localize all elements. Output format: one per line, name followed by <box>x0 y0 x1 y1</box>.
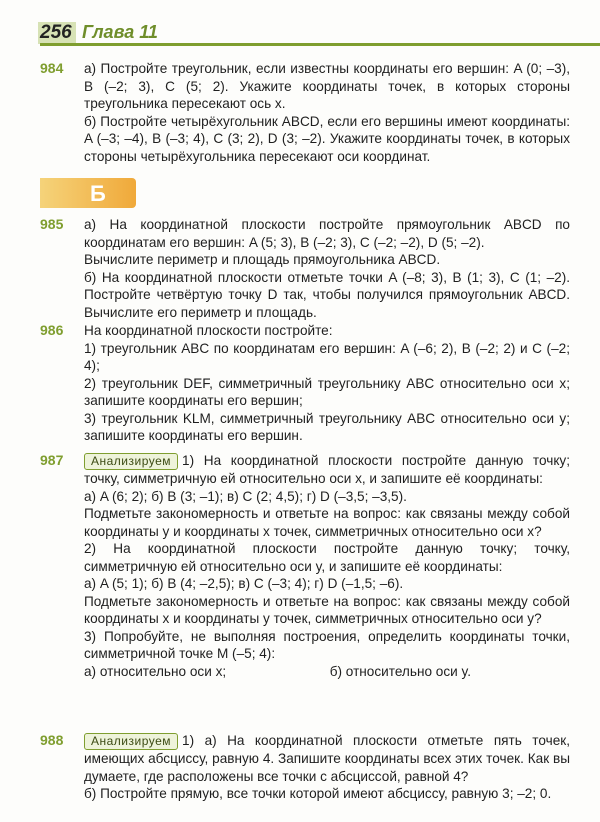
problem-number-986: 986 <box>40 322 64 338</box>
problem-987 <box>84 452 570 680</box>
chapter-title: Глава 11 <box>82 22 158 42</box>
problem-988-q1 <box>84 732 570 785</box>
page-number: 256 <box>40 22 72 43</box>
header-divider <box>40 43 600 46</box>
problem-987-q3-a: а) относительно оси x; <box>84 663 227 679</box>
problem-986-item-2: 2) треугольник DEF, симметричный треугольнику ABC относительно оси x; запишите координаты его вершин; <box>84 375 570 408</box>
problem-986-item-1: 1) треугольник ABC по координатам его вершин: A (–6; 2), B (–2; 2) и C (–2; 4); <box>84 340 570 373</box>
problem-987-q3-options <box>84 663 570 681</box>
problem-987-q3-b: б) относительно оси y. <box>329 663 472 679</box>
problem-985-a2: Вычислите периметр и площадь прямоугольника ABCD. <box>84 252 441 267</box>
problem-987-q2-note: Подметьте закономерность и ответьте на вопрос: как связаны между собой координаты x и координаты y точек, симметричных относительно оси y? <box>84 593 570 626</box>
problem-987-q1-options: а) A (6; 2); б) B (3; –1); в) C (2; 4,5); г) D (–3,5; –3,5). <box>84 488 407 504</box>
section-letter: Б <box>90 181 106 206</box>
problem-987-q2: 2) На координатной плоскости постройте данную точку; точку, симметричную ей относительно оси y, и запишите её координаты: <box>84 541 570 574</box>
problem-985-b: б) На координатной плоскости отметьте точки A (–8; 3), B (1; 3), C (1; –2). Постройте четвёртую точку D так, чтобы получился прямоугольник ABCD. Вычислите его периметр и площадь. <box>84 269 570 320</box>
problem-number-985: 985 <box>40 216 64 232</box>
problem-986-intro: На координатной плоскости постройте: <box>84 323 333 338</box>
page-header <box>0 0 600 48</box>
problem-number-984: 984 <box>40 60 64 76</box>
problem-987-q3: 3) Попробуйте, не выполняя построения, определить координаты точки, симметричной точке M (–5; 4): <box>84 628 570 661</box>
problem-984 <box>84 60 570 165</box>
problem-987-q1-text: 1) На координатной плоскости постройте данную точку; точку, симметричную ей относительно оси x, и запишите её координаты: <box>84 453 570 486</box>
problem-984-a: а) Постройте треугольник, если известны координаты его вершин: A (0; –3), B (–2; 3), C (5; 2). Укажите координаты точек, в которых стороны треугольника пересекают ось x. <box>84 61 570 111</box>
problem-987-q1-note: Подметьте закономерность и ответьте на вопрос: как связаны между собой координаты y и координаты x точек, симметричных относительно оси x? <box>84 506 570 539</box>
section-badge <box>40 178 136 208</box>
problem-988 <box>84 732 570 803</box>
analyze-badge: Анализируем <box>84 453 178 470</box>
problem-number-987: 987 <box>40 452 64 468</box>
problem-984-b: б) Постройте четырёхугольник ABCD, если его вершины имеют координаты: A (–3; –4), B (–3; 4), C (3; 2), D (3; –2). Укажите координаты точек, в которых стороны четырёхугольника пересекают оси координат. <box>84 113 570 164</box>
problem-987-q2-options: а) A (5; 1); б) B (4; –2,5); в) C (–3; 4); г) D (–1,5; –6). <box>84 576 404 591</box>
analyze-badge: Анализируем <box>84 733 178 750</box>
problem-986-item-3: 3) треугольник KLM, симметричный треугольнику ABC относительно оси y; запишите координаты его вершин. <box>84 410 570 443</box>
problem-988-q2: б) Постройте прямую, все точки которой имеют абсциссу, равную 3; –2; 0. <box>84 786 552 801</box>
problem-986 <box>84 322 570 445</box>
problem-988-q1-text: 1) а) На координатной плоскости отметьте пять точек, имеющих абсциссу, равную 4. Запишите координаты всех этих точек. Как вы думаете, где расположены все точки с абсциссой, равной 4? <box>84 733 570 784</box>
problem-number-988: 988 <box>40 732 64 748</box>
problem-985-a: а) На координатной плоскости постройте прямоугольник ABCD по координатам его вершин: A (5; 3), B (–2; 3), C (–2; –2), D (5; –2). <box>84 217 570 250</box>
problem-987-q1 <box>84 452 570 488</box>
problem-985 <box>84 216 570 321</box>
